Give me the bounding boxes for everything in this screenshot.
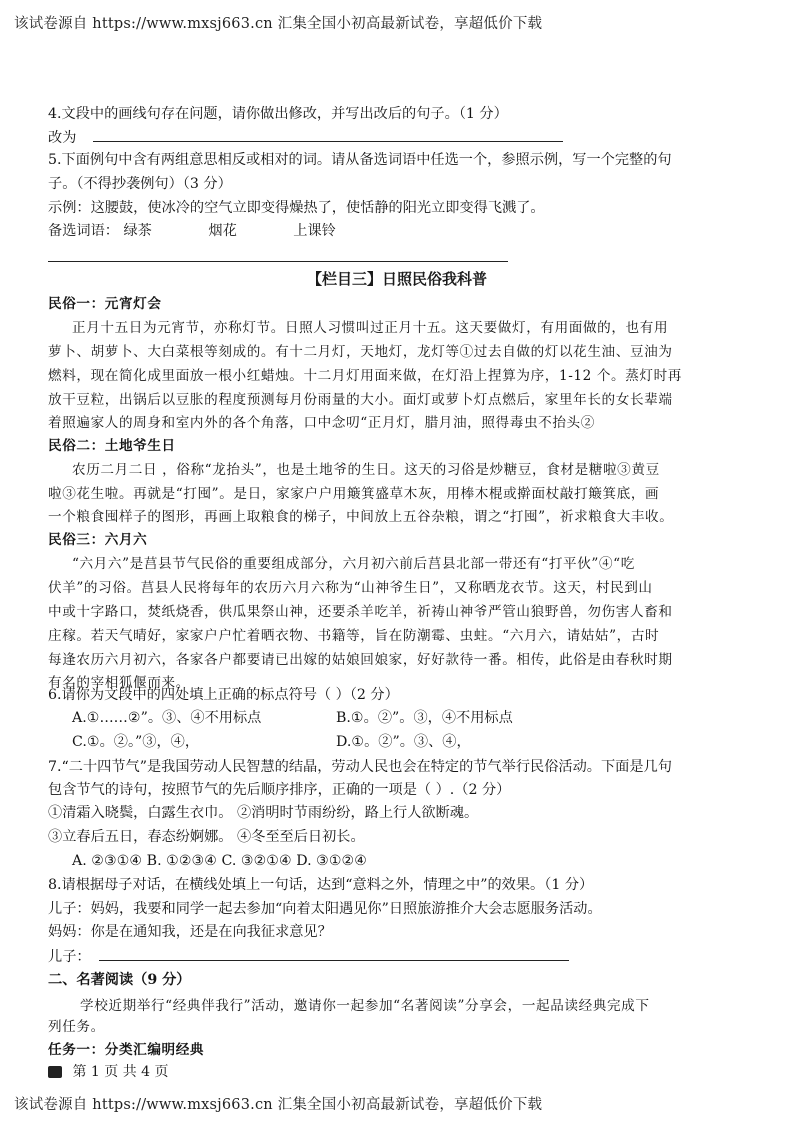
page-number: 第 1 页 共 4 页 xyxy=(72,1064,169,1080)
q8-son-label: 儿子： xyxy=(48,949,91,965)
q5-option-green-tea: 绿茶 xyxy=(123,223,152,239)
folk3-line: 庄稼。若天气晴好，家家户户忙着晒衣物、书籍等，旨在防潮霉、虫蛀。“六月六，请姑姑”，古时 xyxy=(48,628,660,644)
part2-title: 二、名著阅读（9 分） xyxy=(48,972,191,988)
folk1-line: 正月十五日为元宵节，亦称灯节。日照人习惯叫过正月十五。这天要做灯，有用面做的，也有用 xyxy=(72,320,669,336)
folk2-line: 农历二月二日 ，俗称“龙抬头”，也是土地爷的生日。这天的习俗是炒糖豆，食材是糖啦③黄豆 xyxy=(72,462,660,478)
q7-line2: 包含节气的诗句，按照节气的先后顺序排序，正确的一项是（ ）.（2 分） xyxy=(48,782,511,798)
folk3-line: 中或十字路口，焚纸烧香，供瓜果祭山神，还要杀羊吃羊，祈祷山神爷严管山狼野兽，勿伤害人畜和 xyxy=(48,604,673,620)
q7-items2: ③立春后五日，春态纷婀娜。 ④冬至至后日初长。 xyxy=(48,829,365,845)
q5-line1: 5.下面例句中含有两组意思相反或相对的词。请从备选词语中任选一个，参照示例，写一个完整的句 xyxy=(48,152,672,168)
q4-answer-blank[interactable] xyxy=(93,127,563,142)
q8-son-answer-row xyxy=(48,946,569,967)
part2-intro-line1: 学校近期举行“经典伴我行”活动，邀请你一起参加“名著阅读”分享会，一起品读经典完成下 xyxy=(80,998,650,1014)
q5-options-row xyxy=(48,221,336,241)
folk1-line: 萝卜、胡萝卜、大白菜根等刻成的。有十二月灯，天地灯，龙灯等①过去自做的灯以花生油、豆油为 xyxy=(48,344,673,360)
folk1-line: 放干豆粒，出锅后以豆胀的程度预测每月份雨量的大小。面灯或萝卜灯点燃后，家里年长的女长辈端 xyxy=(48,392,673,408)
q7-line1: 7.“二十四节气”是我国劳动人民智慧的结晶，劳动人民也会在特定的节气举行民俗活动。下面是几句 xyxy=(48,759,672,775)
q6-option-c[interactable]: C.①。②。”③，④， xyxy=(72,734,200,750)
section3-title: 【栏目三】日照民俗我科普 xyxy=(306,270,487,288)
q5-option-fireworks: 烟花 xyxy=(208,223,237,239)
q4-answer-row xyxy=(48,127,563,148)
q6-option-d[interactable]: D.①。②”。③、④， xyxy=(336,734,471,750)
folk2-title: 民俗二：土地爷生日 xyxy=(48,438,176,454)
folk3-line: 每逢农历六月初六，各家各户都要请已出嫁的姑娘回娘家，好好款待一番。相传，此俗是由春秋时期 xyxy=(48,652,673,668)
source-banner-bottom: 该试卷源自 https://www.mxsj663.cn 汇集全国小初高最新试卷，享超低价下载 xyxy=(14,1097,543,1113)
q7-options[interactable]: A. ②③①④ B. ①②③④ C. ③②①④ D. ③①②④ xyxy=(72,853,367,869)
q5-line2: 子。（不得抄袭例句）（3 分） xyxy=(48,176,232,192)
folk3-title: 民俗三：六月六 xyxy=(48,532,148,548)
q4-answer-label: 改为 xyxy=(48,130,77,146)
q5-options-label: 备选词语： xyxy=(48,223,119,239)
part2-intro-line2: 列任务。 xyxy=(48,1019,105,1035)
q8-answer-blank[interactable] xyxy=(99,946,569,961)
footer-row xyxy=(48,1061,169,1081)
q5-example: 示例：这腰鼓，使冰冷的空气立即变得燥热了，使恬静的阳光立即变得飞溅了。 xyxy=(48,200,545,216)
q8-mom-line: 妈妈：你是在通知我，还是在向我征求意见？ xyxy=(48,924,332,940)
folk2-line: 啦③花生啦。再就是“打囤”。是日，家家户户用簸箕盛草木灰，用棒木棍或擀面杖敲打簸箕底，画 xyxy=(48,486,660,502)
q6-option-b[interactable]: B.①。②”。③，④不用标点 xyxy=(336,710,513,726)
q6-prompt: 6.请你为文段中的四处填上正确的标点符号（ ）（2 分） xyxy=(48,687,399,703)
q5-option-bell: 上课铃 xyxy=(293,223,336,239)
folk2-line: 一个粮食囤样子的图形，再画上取粮食的梯子，中间放上五谷杂粮，谓之“打囤”，祈求粮食大丰收。 xyxy=(48,509,674,525)
q4-prompt: 4.文段中的画线句存在问题，请你做出修改，并写出改后的句子。（1 分） xyxy=(48,106,508,122)
q8-son-line: 儿子：妈妈，我要和同学一起去参加“向着太阳遇见你”日照旅游推介大会志愿服务活动。 xyxy=(48,901,602,917)
q6-option-a[interactable]: A.①……②”。③、④不用标点 xyxy=(72,710,262,726)
folk1-line: 着照遍家人的周身和室内外的各个角落，口中念叨“正月灯，腊月油，照得毒虫不抬头② xyxy=(48,415,595,431)
folk3-line: 有名的宰相狐偃而来。 xyxy=(48,675,190,691)
q7-items1: ①清霜入晓鬓，白露生衣巾。 ②消明时节雨纷纷，路上行人欲断魂。 xyxy=(48,805,479,821)
q8-prompt: 8.请根据母子对话，在横线处填上一句话，达到“意料之外，情理之中”的效果。（1 分） xyxy=(48,877,594,893)
source-banner-top: 该试卷源自 https://www.mxsj663.cn 汇集全国小初高最新试卷，享超低价下载 xyxy=(14,16,543,32)
answer-rule-line[interactable] xyxy=(48,261,508,262)
folk1-title: 民俗一：元宵灯会 xyxy=(48,296,162,312)
folk1-line: 燃料，现在简化成里面放一根小红蜡烛。十二月灯用面来做，在灯沿上捏算为序，1-12 个。蒸灯时再 xyxy=(48,368,682,384)
stamp-icon xyxy=(48,1066,62,1078)
folk3-line: 伏羊”的习俗。莒县人民将每年的农历六月六称为“山神爷生日”，又称晒龙衣节。这天，村民到山 xyxy=(48,580,653,596)
part2-task1: 任务一：分类汇编明经典 xyxy=(48,1042,205,1058)
folk3-line: “六月六”是莒县节气民俗的重要组成部分，六月初六前后莒县北部一带还有“打平伙”④“吃 xyxy=(72,556,635,572)
